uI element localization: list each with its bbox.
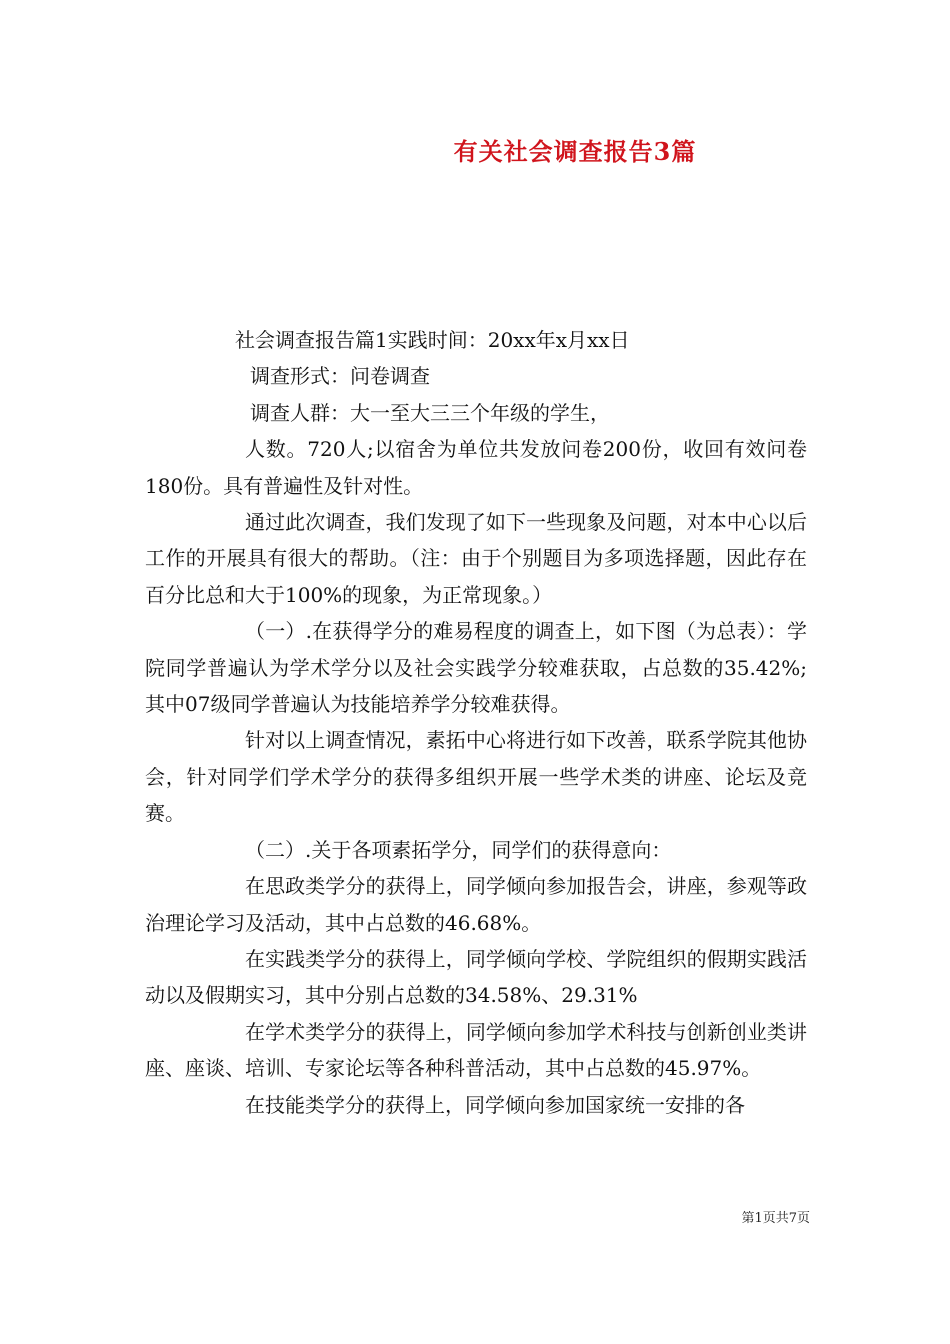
paragraph-findings-intro: 通过此次调查，我们发现了如下一些现象及问题，对本中心以后工作的开展具有很大的帮助。（注：由于个别题目为多项选择题，因此存在百分比总和大于100%的现象，为正常现象。） bbox=[145, 510, 807, 607]
paragraph-survey-form: 调查形式：问卷调查 bbox=[250, 364, 430, 389]
paragraph-survey-group: 调查人群：大一至大三三个年级的学生， bbox=[250, 400, 610, 425]
document-body bbox=[145, 322, 807, 1123]
paragraph-section-one: （一）.在获得学分的难易程度的调查上，如下图（为总表）：学院同学普遍认为学术学分以及社会实践学分较难获取，占总数的35.42%;其中07级同学普遍认为技能培养学分较难获得。 bbox=[145, 619, 807, 717]
paragraph-improvement: 针对以上调查情况，素拓中心将进行如下改善，联系学院其他协会，针对同学们学术学分的获得多组织开展一些学术类的讲座、论坛及竞赛。 bbox=[145, 728, 807, 826]
paragraph-skill-credit: 在技能类学分的获得上，同学倾向参加国家统一安排的各 bbox=[245, 1092, 745, 1117]
paragraph-academic-credit: 在学术类学分的获得上，同学倾向参加学术科技与创新创业类讲座、座谈、培训、专家论坛等各种科普活动，其中占总数的45.97%。 bbox=[145, 1019, 807, 1081]
document-title: 有关社会调查报告3篇 bbox=[453, 137, 697, 166]
paragraph-sample-size: 人数。720人;以宿舍为单位共发放问卷200份，收回有效问卷180份。具有普遍性及针对性。 bbox=[145, 437, 807, 498]
page-number: 第1页共7页 bbox=[741, 1211, 810, 1226]
paragraph-political-credit: 在思政类学分的获得上，同学倾向参加报告会，讲座，参观等政治理论学习及活动，其中占总数的46.68%。 bbox=[145, 874, 807, 935]
paragraph-section-two: （二）.关于各项素拓学分，同学们的获得意向： bbox=[245, 837, 672, 862]
paragraph-practice-time: 社会调查报告篇1实践时间：20xx年x月xx日 bbox=[235, 328, 630, 352]
paragraph-practice-credit: 在实践类学分的获得上，同学倾向学校、学院组织的假期实践活动以及假期实习，其中分别占总数的34.58%、29.31% bbox=[145, 946, 807, 1008]
